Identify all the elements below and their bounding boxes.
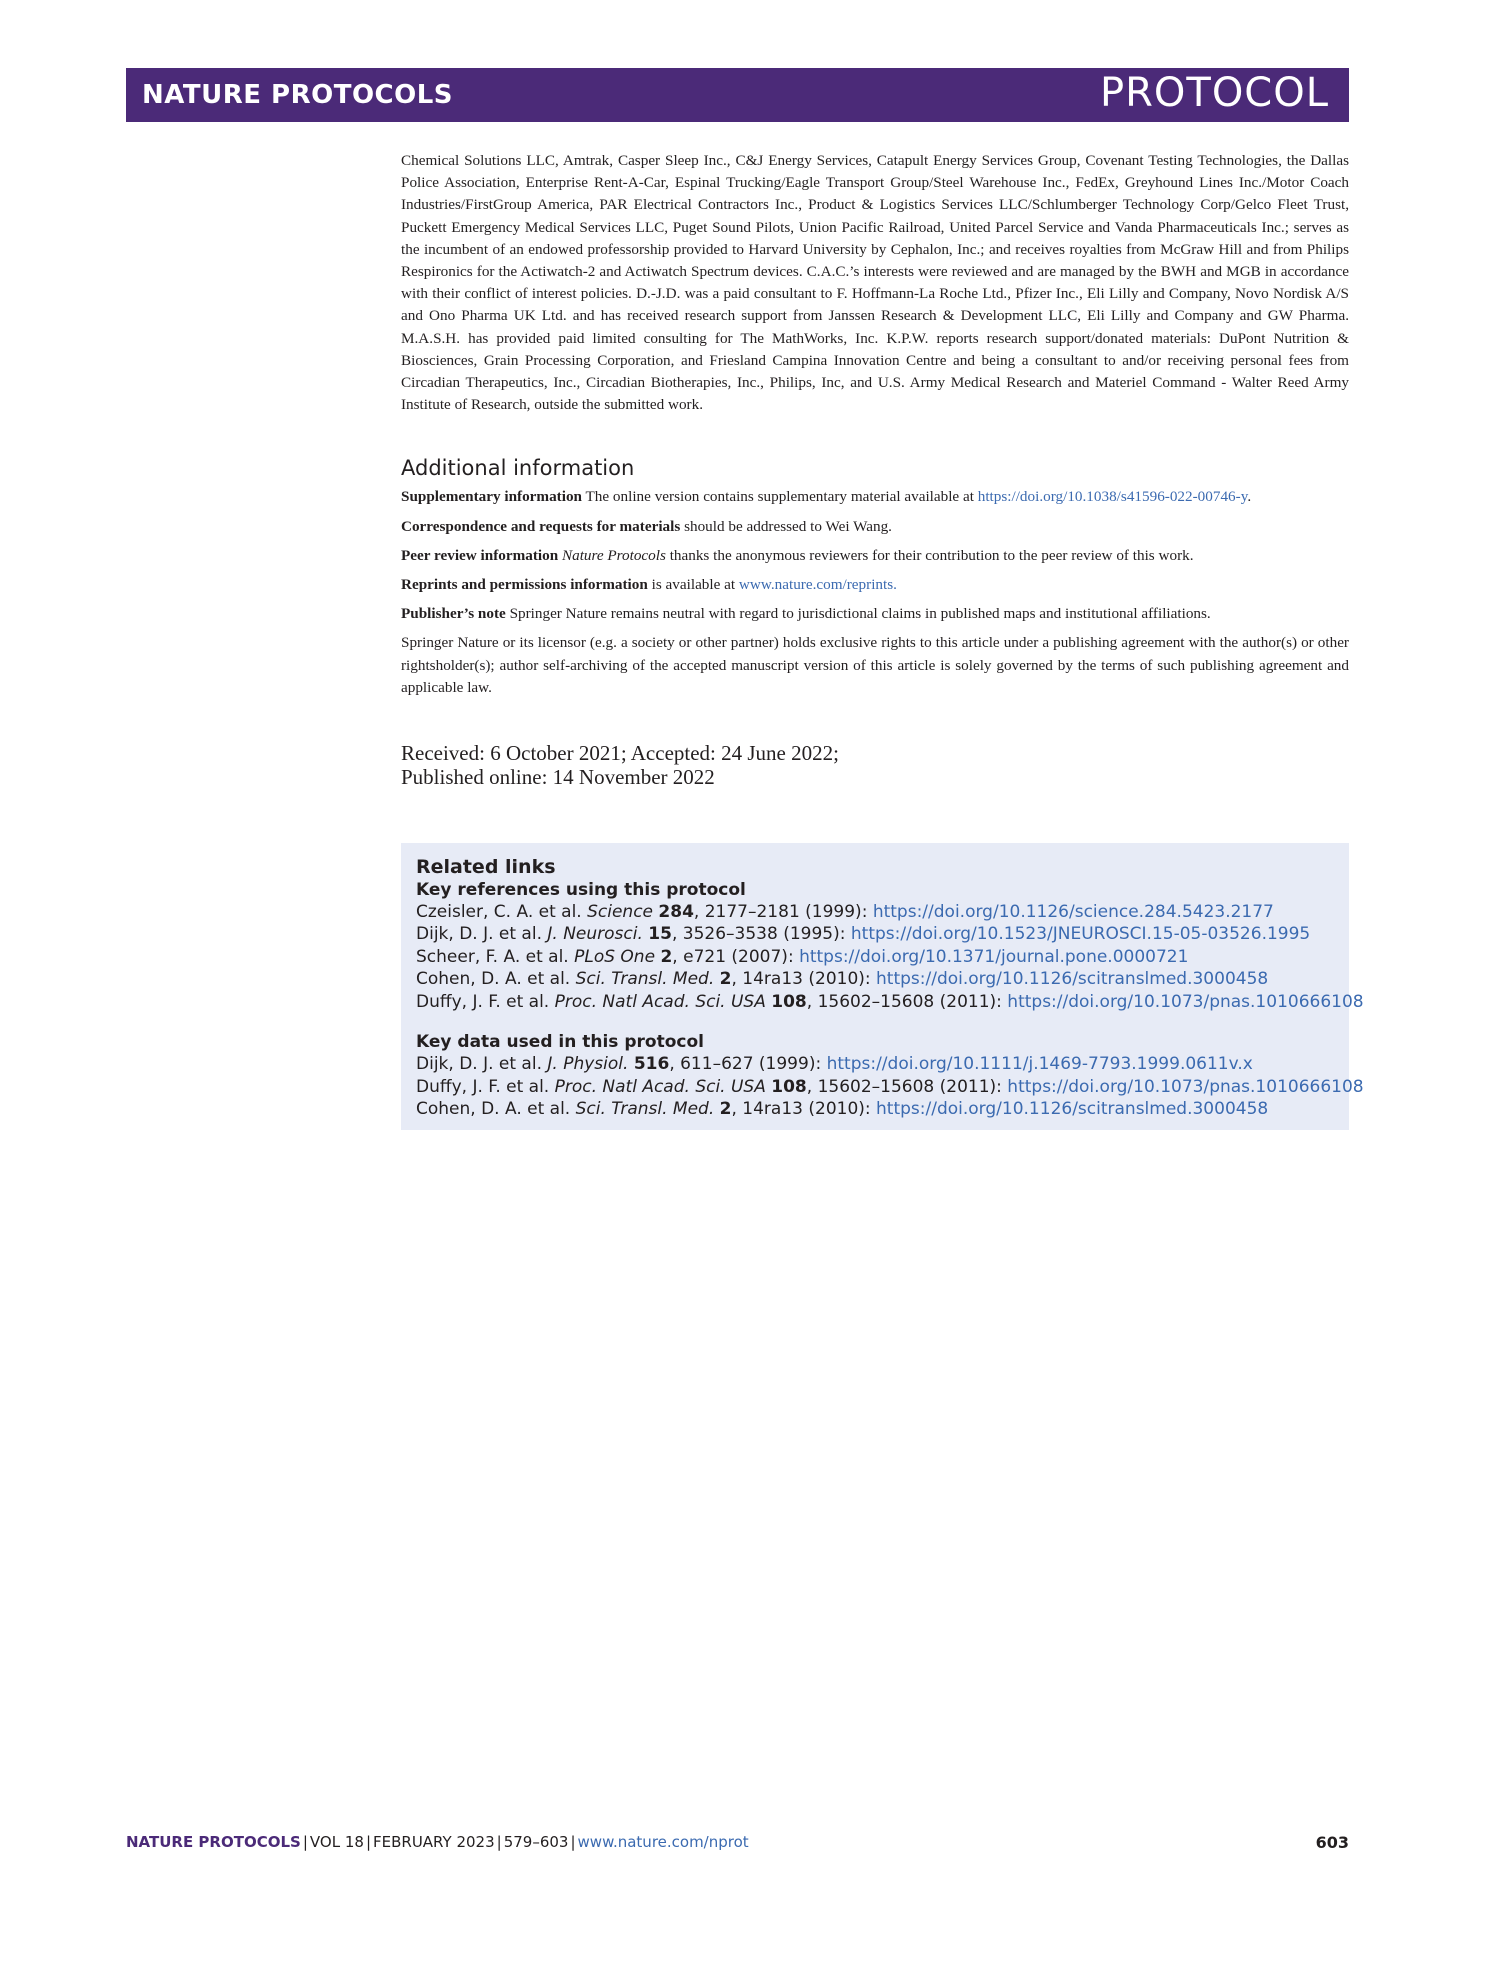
reference-authors: Scheer, F. A. et al.	[416, 946, 575, 967]
reference-doi-link[interactable]: https://doi.org/10.1371/journal.pone.0000721	[799, 946, 1189, 967]
reference-doi-link[interactable]: https://doi.org/10.1111/j.1469-7793.1999.0611v.x	[826, 1054, 1253, 1075]
rights-statement: Springer Nature or its licensor (e.g. a society or other partner) holds exclusive rights to this article under a publishing agreement with the author(s) or other rightsholder(s); author self-archiving of the accepted manuscript version of this article is solely governed by the terms of such publishing agreement and applicable law.	[401, 634, 1349, 696]
reference-volume: 2	[719, 969, 732, 990]
header-journal-name: NATURE PROTOCOLS	[142, 80, 454, 110]
key-data-list	[416, 1053, 1364, 1120]
supplementary-label: Supplementary information	[401, 488, 582, 506]
reference-doi-link[interactable]: https://doi.org/10.1126/scitranslmed.3000458	[876, 1098, 1269, 1119]
reference-details: , 611–627 (1999):	[669, 1054, 827, 1075]
footer-journal-name: NATURE PROTOCOLS	[126, 1833, 301, 1851]
reference-journal: PLoS One	[574, 946, 656, 967]
reference-journal: Sci. Transl. Med.	[575, 969, 715, 990]
reference-authors: Dijk, D. J. et al.	[416, 1054, 548, 1075]
reference-entry	[416, 1053, 1334, 1075]
related-links-title: Related links	[416, 856, 556, 879]
reference-doi-link[interactable]: https://doi.org/10.1126/science.284.5423.2177	[872, 902, 1274, 923]
reference-volume: 15	[648, 924, 672, 945]
supplementary-text: The online version contains supplementary material available at	[582, 488, 978, 506]
reprints-link[interactable]: www.nature.com/reprints.	[738, 576, 897, 594]
reference-doi-link[interactable]: https://doi.org/10.1126/scitranslmed.3000458	[876, 969, 1269, 990]
footer-journal-link[interactable]: www.nature.com/nprot	[577, 1833, 749, 1851]
main-column	[401, 150, 1364, 1130]
reprints-text: is available at	[647, 576, 739, 594]
supplementary-end: .	[1247, 488, 1252, 506]
journal-header-bar	[126, 68, 1349, 122]
reference-volume: 516	[633, 1054, 670, 1075]
reference-entry	[416, 991, 1364, 1013]
reference-details: , 14ra13 (2010):	[731, 1098, 877, 1119]
footer-date: FEBRUARY 2023	[373, 1833, 495, 1851]
peer-review-label: Peer review information	[401, 546, 559, 564]
reference-journal: Proc. Natl Acad. Sci. USA	[554, 1076, 766, 1097]
page-footer	[126, 1833, 1349, 1855]
supplementary-doi-link[interactable]: https://doi.org/10.1038/s41596-022-00746-y	[977, 488, 1248, 506]
footer-pages: 579–603	[503, 1833, 569, 1851]
peer-review-text: thanks the anonymous reviewers for their contribution to the peer review of this work.	[665, 546, 1194, 564]
supplementary-information	[401, 486, 1349, 508]
related-links-box	[401, 843, 1364, 1130]
reference-doi-link[interactable]: https://doi.org/10.1073/pnas.1010666108	[1007, 1076, 1364, 1097]
key-references-list	[416, 901, 1364, 1013]
reference-journal: Proc. Natl Acad. Sci. USA	[554, 991, 766, 1012]
reference-details: , e721 (2007):	[672, 946, 800, 967]
reprints-label: Reprints and permissions information	[401, 576, 648, 594]
publishers-note	[401, 603, 1349, 625]
reference-volume: 108	[771, 991, 807, 1012]
reference-doi-link[interactable]: https://doi.org/10.1073/pnas.1010666108	[1007, 991, 1364, 1012]
reference-authors: Duffy, J. F. et al.	[416, 1076, 555, 1097]
reference-authors: Czeisler, C. A. et al.	[416, 902, 588, 923]
peer-review-information	[401, 545, 1349, 567]
additional-information-heading: Additional information	[401, 456, 635, 481]
key-references-heading: Key references using this protocol	[416, 880, 746, 901]
footer-citation: NATURE PROTOCOLS | VOL 18 | FEBRUARY 2023 | 579–603 | www.nature.com/nprot	[126, 1833, 749, 1851]
reference-entry	[416, 901, 1334, 923]
reference-details: , 15602–15608 (2011):	[806, 991, 1008, 1012]
reference-journal: Sci. Transl. Med.	[575, 1098, 715, 1119]
reference-entry	[416, 1098, 1334, 1120]
reference-journal: J. Physiol.	[547, 1054, 629, 1075]
page-number: 603	[1315, 1833, 1349, 1852]
peer-review-journal: Nature Protocols	[561, 546, 666, 564]
key-data-heading: Key data used in this protocol	[416, 1032, 704, 1053]
reference-volume: 2	[660, 946, 673, 967]
reference-entry	[416, 923, 1334, 945]
reference-entry	[416, 968, 1334, 990]
published-online-date: Published online: 14 November 2022	[401, 765, 715, 790]
reference-entry	[416, 946, 1334, 968]
reference-volume: 108	[771, 1076, 807, 1097]
reference-volume: 2	[719, 1098, 732, 1119]
publishers-note-text: Springer Nature remains neutral with regard to jurisdictional claims in published maps and institutional affiliations.	[505, 605, 1211, 623]
reference-volume: 284	[658, 902, 694, 923]
competing-interests-paragraph: Chemical Solutions LLC, Amtrak, Casper Sleep Inc., C&J Energy Services, Catapult Energy Services Group, Covenant Testing Technologies, the Dallas Police Association, Enterprise Rent-A-Car, Espinal Trucking/Eagle Transport Group/Steel Warehouse Inc., FedEx, Greyhound Lines Inc./Motor Coach Industries/FirstGroup America, PAR Electrical Contractors Inc., Product & Logistics Services LLC/Schlumberger Technology Corp/Gelco Fleet Trust, Puckett Emergency Medical Services LLC, Puget Sound Pilots, Union Pacific Railroad, United Parcel Service and Vanda Pharmaceuticals Inc.; serves as the incumbent of an endowed professorship provided to Harvard University by Cephalon, Inc.; and receives royalties from McGraw Hill and from Philips Respironics for the Actiwatch-2 and Actiwatch Spectrum devices. C.A.C.’s interests were reviewed and are managed by the BWH and MGB in accordance with their conflict of interest policies. D.-J.D. was a paid consultant to F. Hoffmann-La Roche Ltd., Pfizer Inc., Eli Lilly and Company, Novo Nordisk A/S and Ono Pharma UK Ltd. and has received research support from Janssen Research & Development LLC, Eli Lilly and Company and GW Pharma. M.A.S.H. has provided paid limited consulting for The MathWorks, Inc. K.P.W. reports research support/donated materials: DuPont Nutrition & Biosciences, Grain Processing Corporation, and Friesland Campina Innovation Centre and being a consultant to and/or receiving personal fees from Circadian Therapeutics, Inc., Circadian Biotherapies, Inc., Philips, Inc, and U.S. Army Medical Research and Materiel Command - Walter Reed Army Institute of Research, outside the submitted work.	[401, 152, 1349, 414]
reference-authors: Dijk, D. J. et al.	[416, 924, 548, 945]
reference-journal: J. Neurosci.	[547, 924, 643, 945]
reference-details: , 2177–2181 (1999):	[693, 902, 873, 923]
correspondence-label: Correspondence and requests for materials	[401, 517, 681, 535]
reference-authors: Duffy, J. F. et al.	[416, 991, 555, 1012]
reference-doi-link[interactable]: https://doi.org/10.1523/JNEUROSCI.15-05-03526.1995	[850, 924, 1311, 945]
reference-entry	[416, 1076, 1364, 1098]
correspondence	[401, 516, 1349, 538]
article-dates	[401, 741, 1349, 789]
reference-details: , 3526–3538 (1995):	[671, 924, 851, 945]
header-article-type: PROTOCOL	[1099, 70, 1329, 116]
reprints-information	[401, 574, 1349, 596]
reference-authors: Cohen, D. A. et al.	[416, 969, 576, 990]
received-accepted-dates: Received: 6 October 2021; Accepted: 24 June 2022;	[401, 741, 839, 766]
publishers-note-label: Publisher’s note	[401, 605, 506, 623]
reference-authors: Cohen, D. A. et al.	[416, 1098, 576, 1119]
reference-details: , 14ra13 (2010):	[731, 969, 877, 990]
reference-details: , 15602–15608 (2011):	[806, 1076, 1008, 1097]
correspondence-text: should be addressed to Wei Wang.	[680, 517, 892, 535]
reference-journal: Science	[587, 902, 654, 923]
footer-volume: VOL 18	[309, 1833, 364, 1851]
